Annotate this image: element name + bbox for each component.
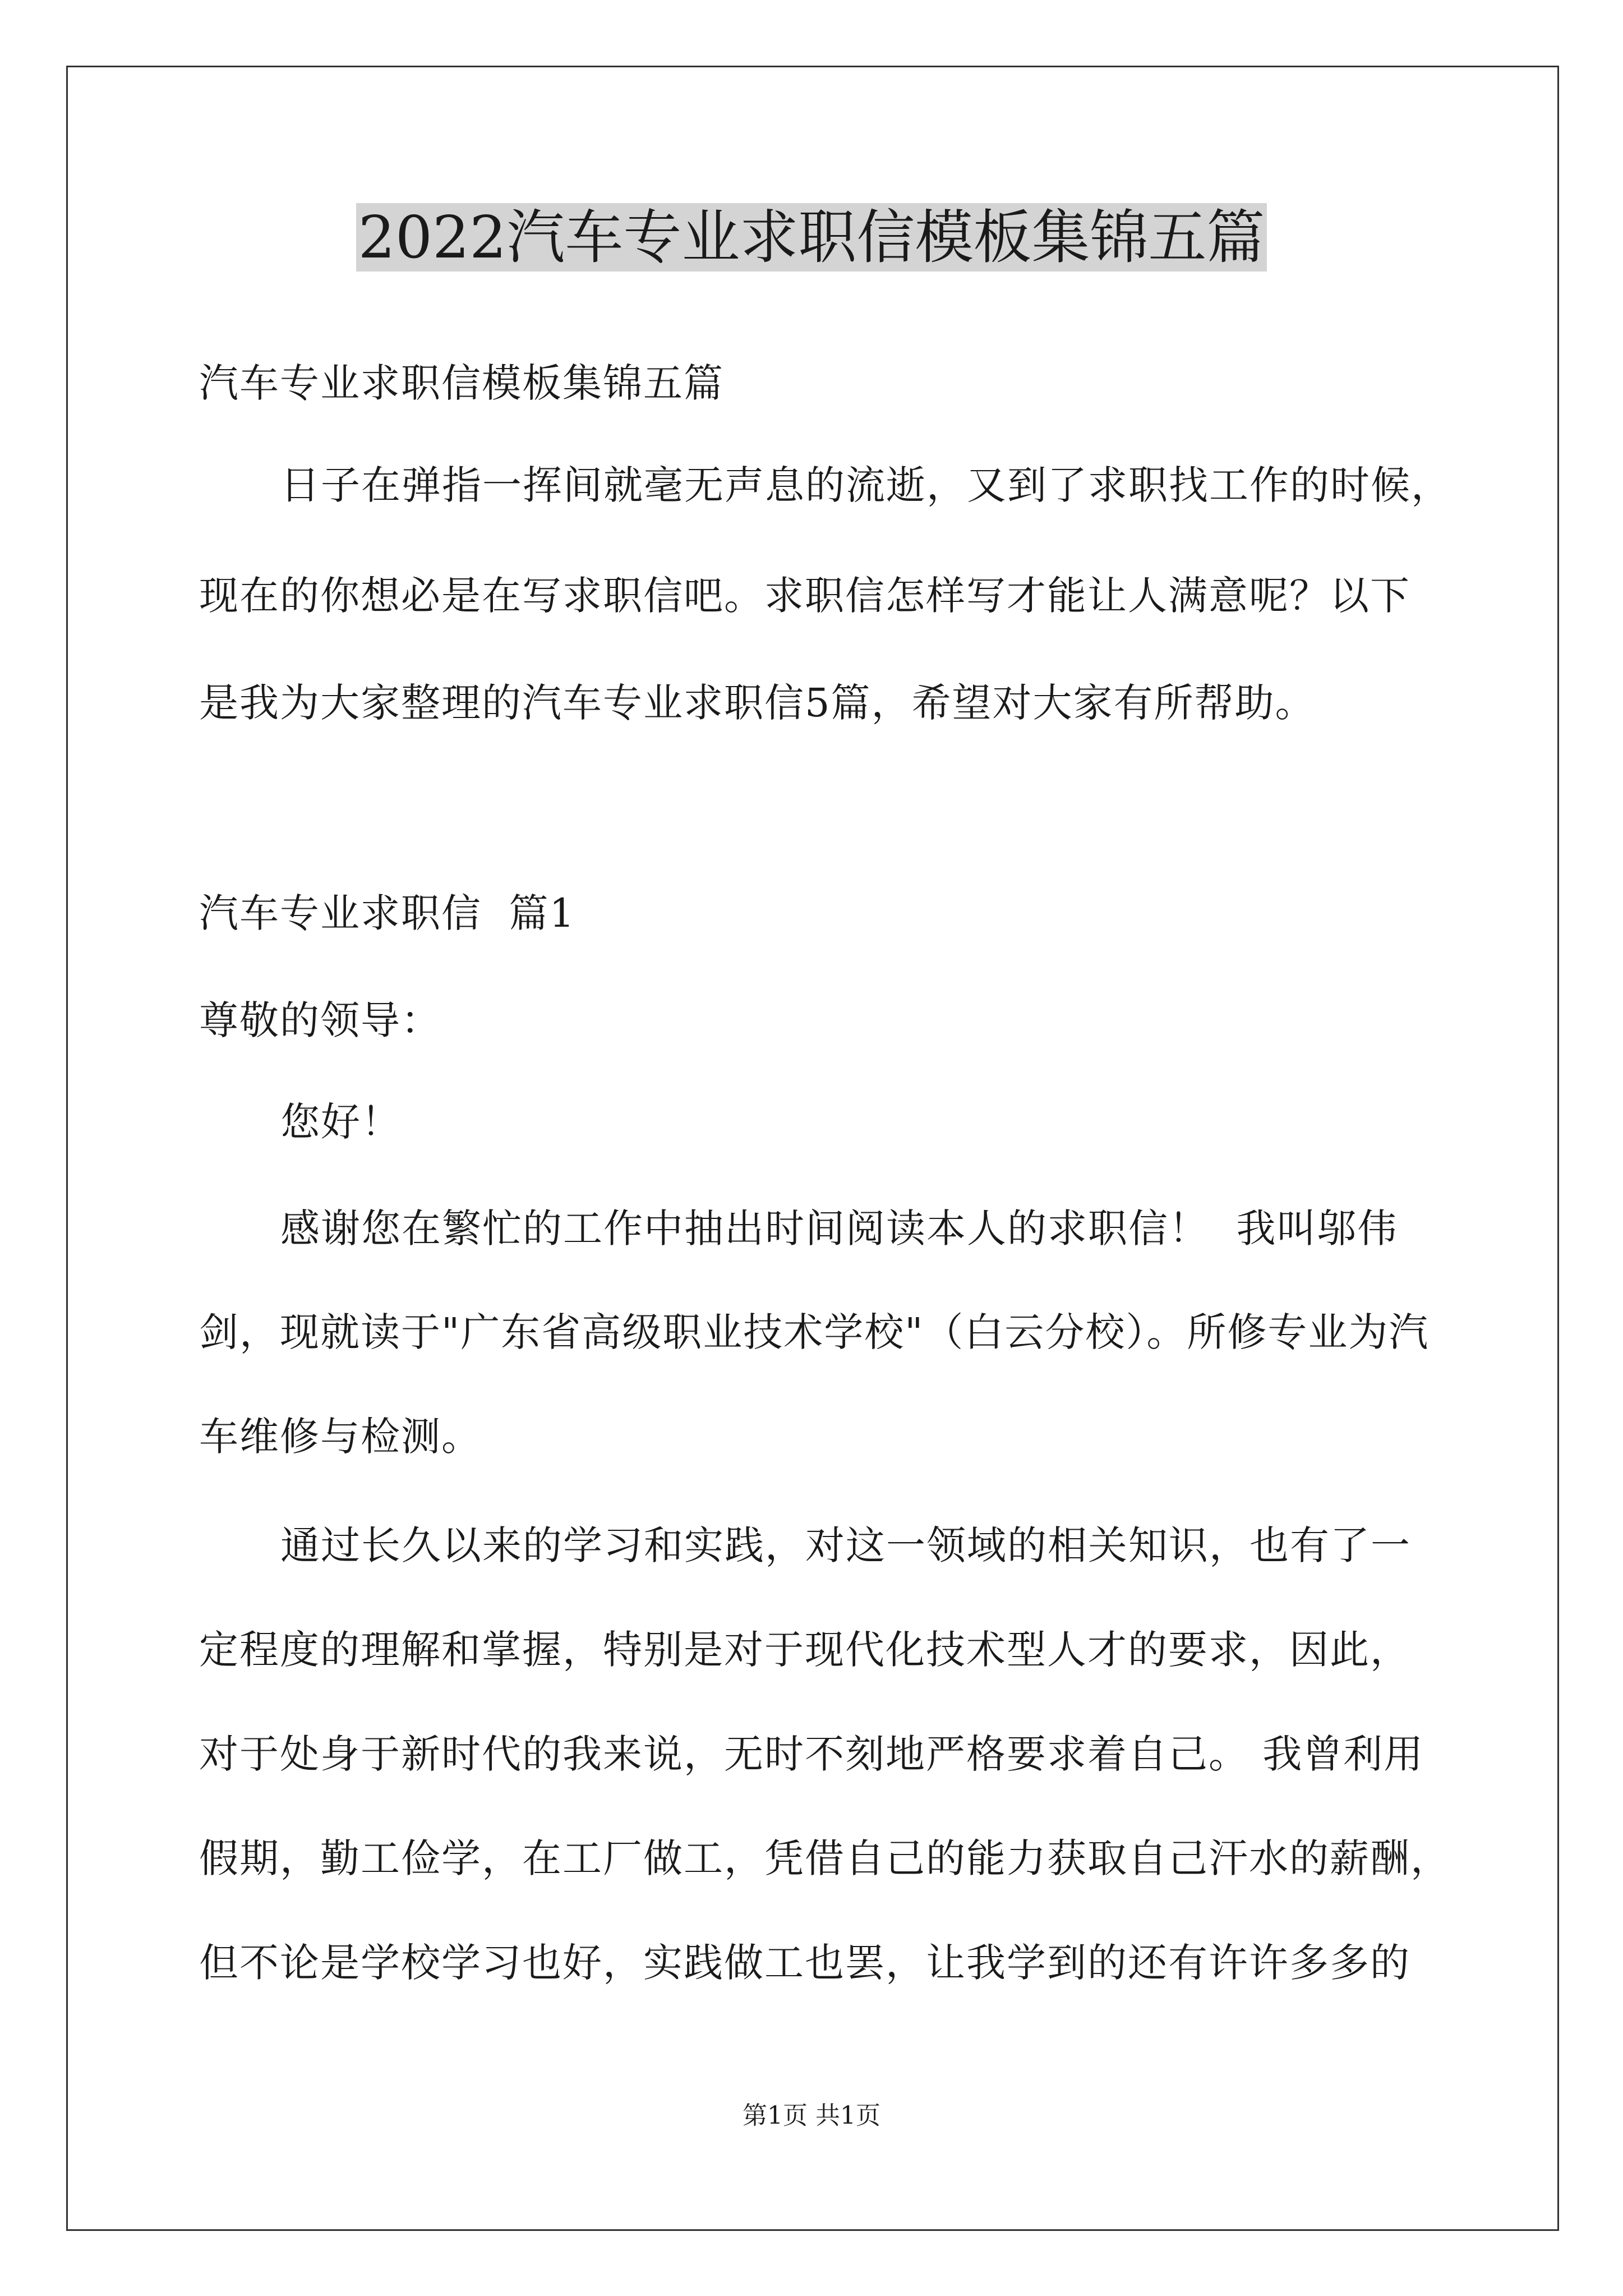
page-footer: 第1页 共1页	[743, 2101, 880, 2130]
paragraph2-line-1: 通过长久以来的学习和实践，对这一领域的相关知识，也有了一	[280, 1522, 1411, 1568]
intro-line-2: 现在的你想必是在写求职信吧。求职信怎样写才能让人满意呢？以下	[199, 573, 1410, 619]
paragraph1-line-3: 车维修与检测。	[199, 1414, 482, 1460]
document-title	[0, 201, 1623, 274]
paragraph2-line-2: 定程度的理解和掌握，特别是对于现代化技术型人才的要求，因此，	[199, 1627, 1410, 1673]
paragraph2-line-3: 对于处身于新时代的我来说，无时不刻地严格要求着自己。 我曾利用	[199, 1731, 1424, 1777]
paragraph2-line-5: 但不论是学校学习也好，实践做工也罢，让我学到的还有许许多多的	[199, 1940, 1410, 1986]
paragraph1-line-2: 剑，现就读于"广东省高级职业技术学校"（白云分校）。所修专业为汽	[199, 1309, 1430, 1355]
greeting: 您好！	[280, 1099, 402, 1145]
paragraph1-line-1: 感谢您在繁忙的工作中抽出时间阅读本人的求职信！ 我叫邬伟	[280, 1205, 1398, 1251]
salutation: 尊敬的领导：	[199, 997, 441, 1043]
document-subtitle: 汽车专业求职信模板集锦五篇	[199, 360, 724, 406]
section-heading: 汽车专业求职信 篇1	[199, 890, 576, 936]
intro-line-3: 是我为大家整理的汽车专业求职信5篇，希望对大家有所帮助。	[199, 680, 1316, 726]
paragraph2-line-4: 假期，勤工俭学，在工厂做工，凭借自己的能力获取自己汗水的薪酬，	[199, 1835, 1451, 1881]
intro-line-1: 日子在弹指一挥间就毫无声息的流逝，又到了求职找工作的时候，	[280, 462, 1451, 508]
document-title-text: 2022汽车专业求职信模板集锦五篇	[356, 203, 1267, 272]
